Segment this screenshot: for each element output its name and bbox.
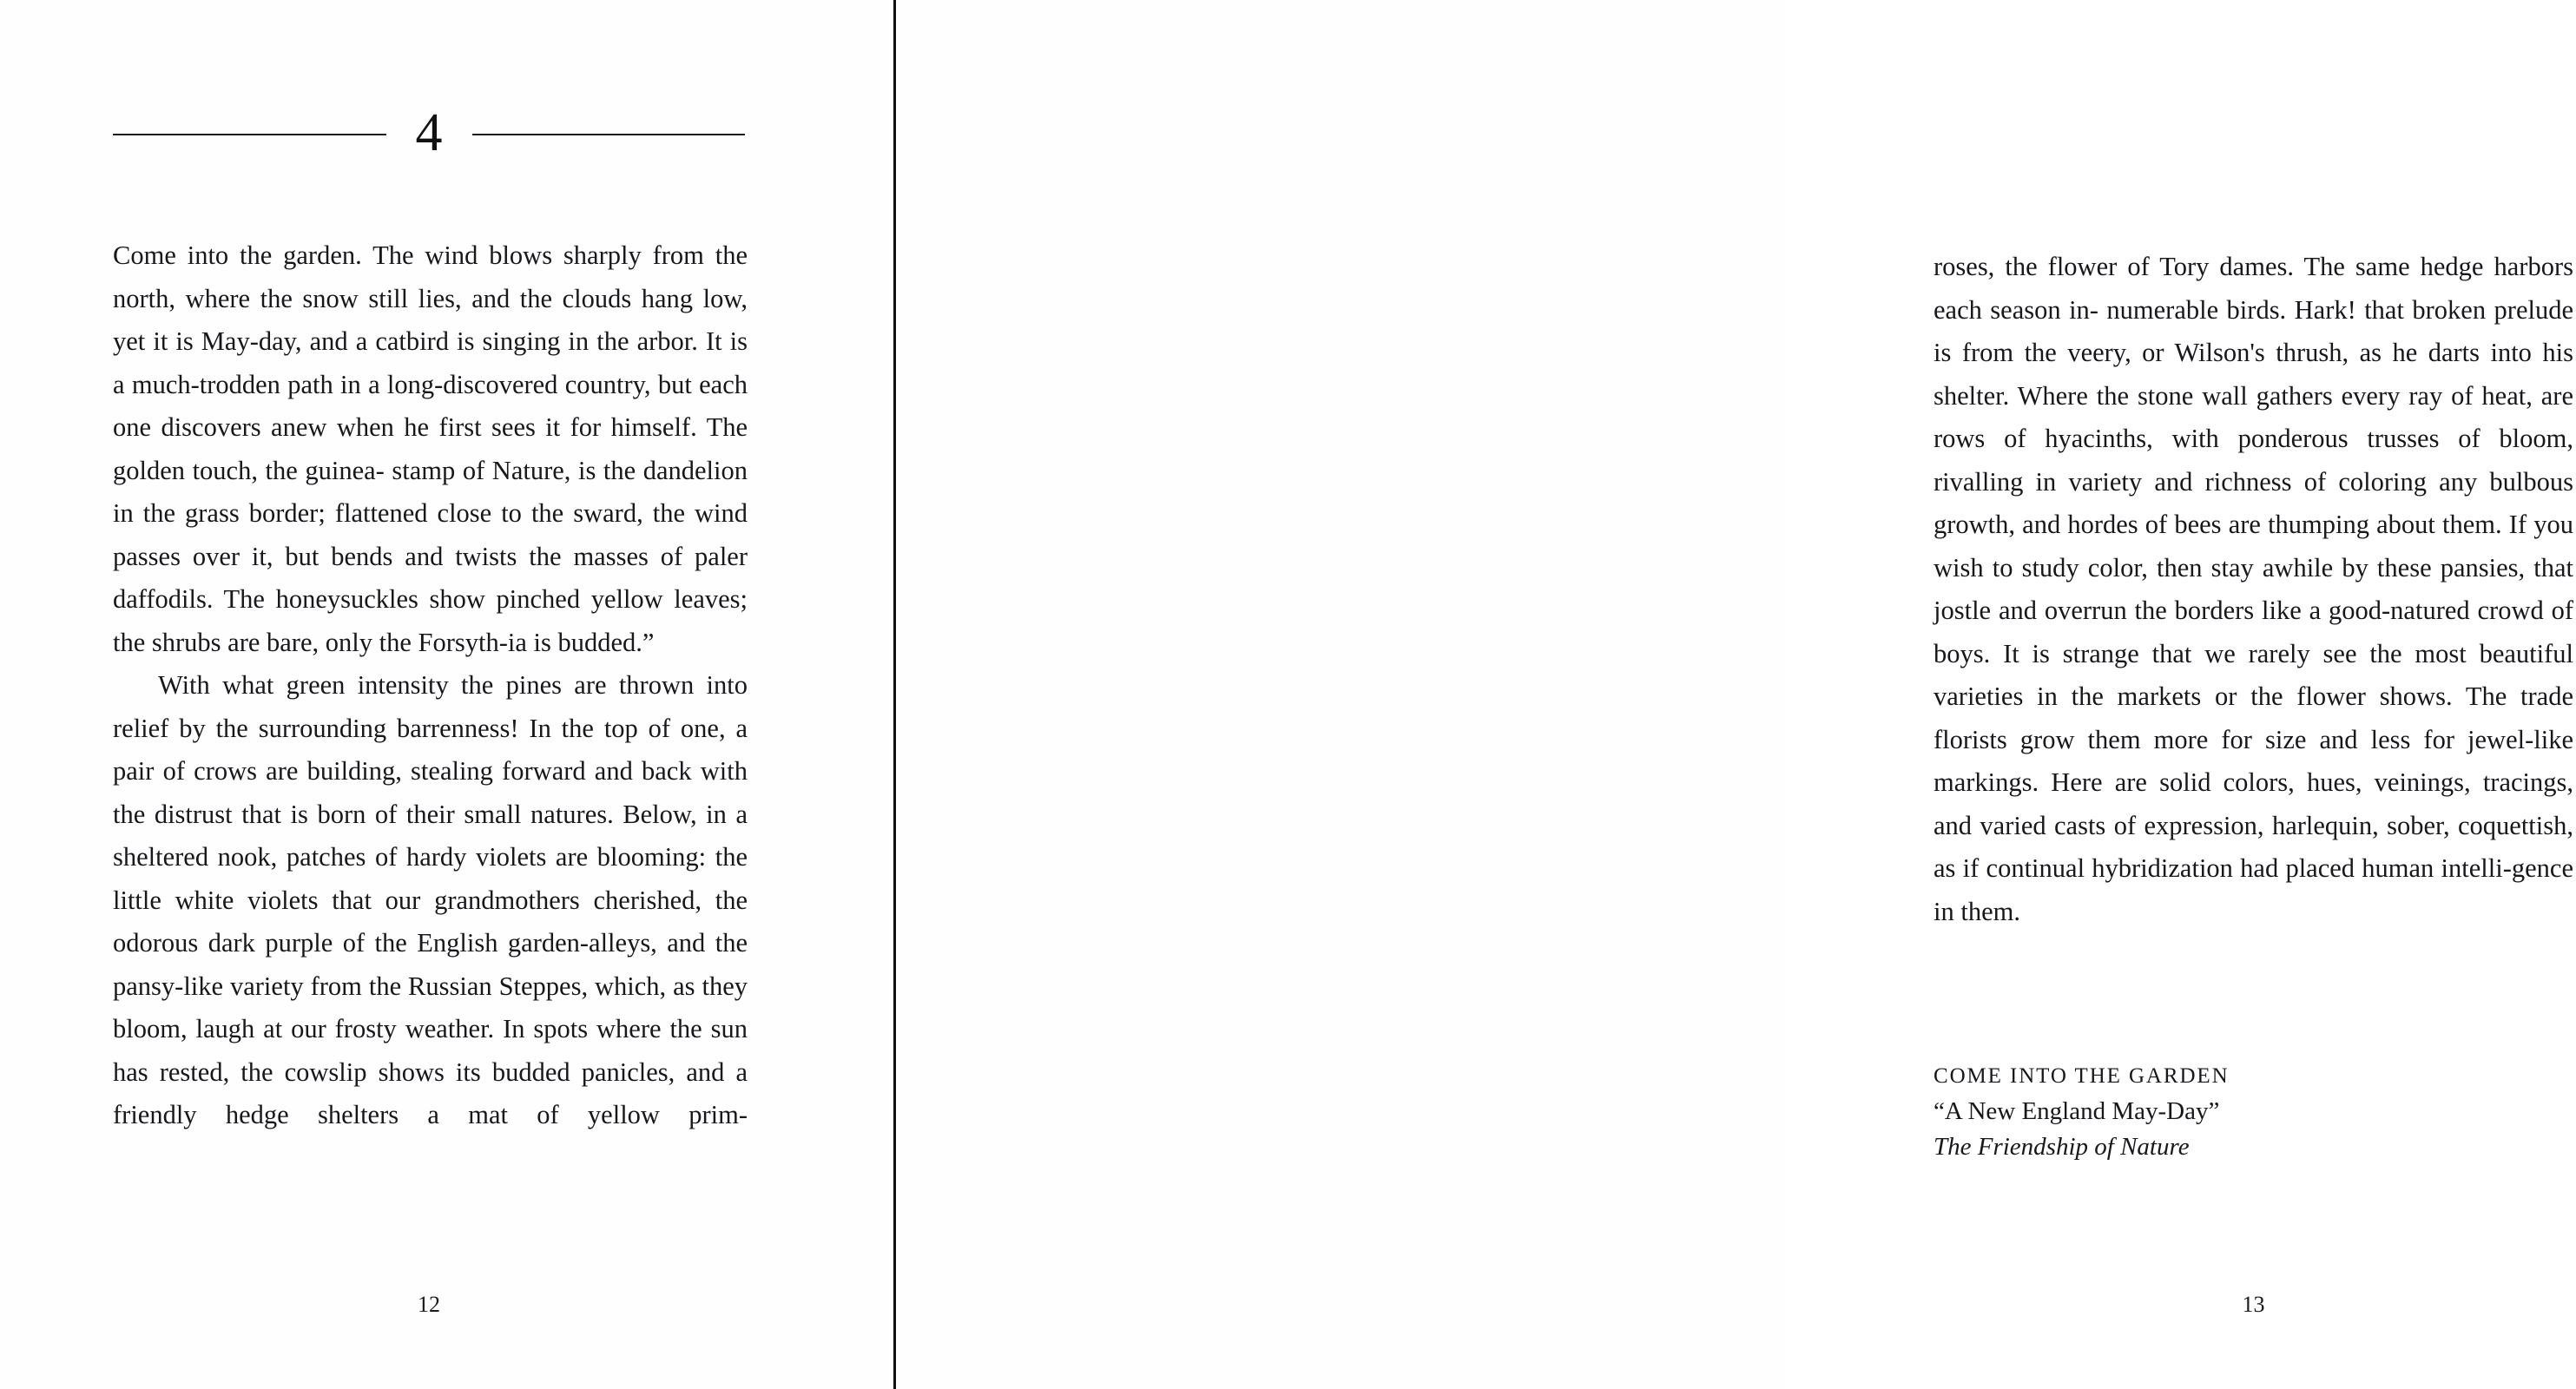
- paragraph: roses, the flower of Tory dames. The same hedge harbors each season in- numerable birds. Hark! that broken prelude is from the veery, or Wilson's thrush, as he darts into his shelter. Where the stone wall gathers every ray of heat, are rows of hyacinths, with ponderous trusses of bloom, rivalling in variety and richness of coloring any bulbous growth, and hordes of bees are thumping about them. If you wish to study color, then stay awhile by these pansies, that jostle and overrun the borders like a good-natured crowd of boys. It is strange that we rarely see the most beautiful varieties in the markets or the flower shows. The trade florists grow them more for size and less for jewel-like markings. Here are solid colors, hues, veinings, tracings, and varied casts of expression, harlequin, sober, coquettish, as if continual hybridization had placed human intelli-gence in them.: [1934, 252, 2573, 926]
- chapter-header: [113, 104, 745, 165]
- attribution-essay-title: “A New England May-Day”: [1934, 1097, 2220, 1125]
- chapter-rule-right: [472, 134, 746, 135]
- left-page-body: [113, 234, 748, 1180]
- left-page: [0, 0, 893, 1389]
- paragraph: Come into the garden. The wind blows sharply from the north, where the snow still lies, and the clouds hang low, yet it is May-day, and a catbird is singing in the arbor. It is a much-trodden path in a long-discovered country, but each one discovers anew when he first sees it for himself. The golden touch, the guinea- stamp of Nature, is the dandelion in the grass border; flattened close to the sward, the wind passes over it, but bends and twists the masses of paler daffodils. The honeysuckles show pinched yellow leaves; the shrubs are bare, only the Forsyth-ia is budded.”: [113, 240, 748, 657]
- paragraph: With what green intensity the pines are thrown into relief by the surrounding barrenness! In the top of one, a pair of crows are building, stealing forward and back with the distrust that is born of their small natures. Below, in a sheltered nook, patches of hardy violets are blooming: the little white violets that our grandmothers cherished, the odorous dark purple of the English garden-alleys, and the pansy-like variety from the Russian Steppes, which, as they bloom, laugh at our frosty weather. In spots where the sun has rested, the cowslip shows its budded panicles, and a friendly hedge shelters a mat of yellow prim-: [113, 670, 748, 1129]
- chapter-rule-left: [113, 134, 386, 135]
- page-number-left: 12: [418, 1292, 440, 1317]
- right-page: [896, 0, 2573, 1389]
- chapter-number: 4: [415, 103, 443, 162]
- right-page-body: [1934, 246, 2573, 933]
- attribution-source-title: COME INTO THE GARDEN: [1934, 1064, 2230, 1088]
- attribution-book-title: The Friendship of Nature: [1934, 1133, 2190, 1161]
- attribution-block: [1934, 1058, 2576, 1165]
- page-number-right: 13: [2242, 1292, 2265, 1317]
